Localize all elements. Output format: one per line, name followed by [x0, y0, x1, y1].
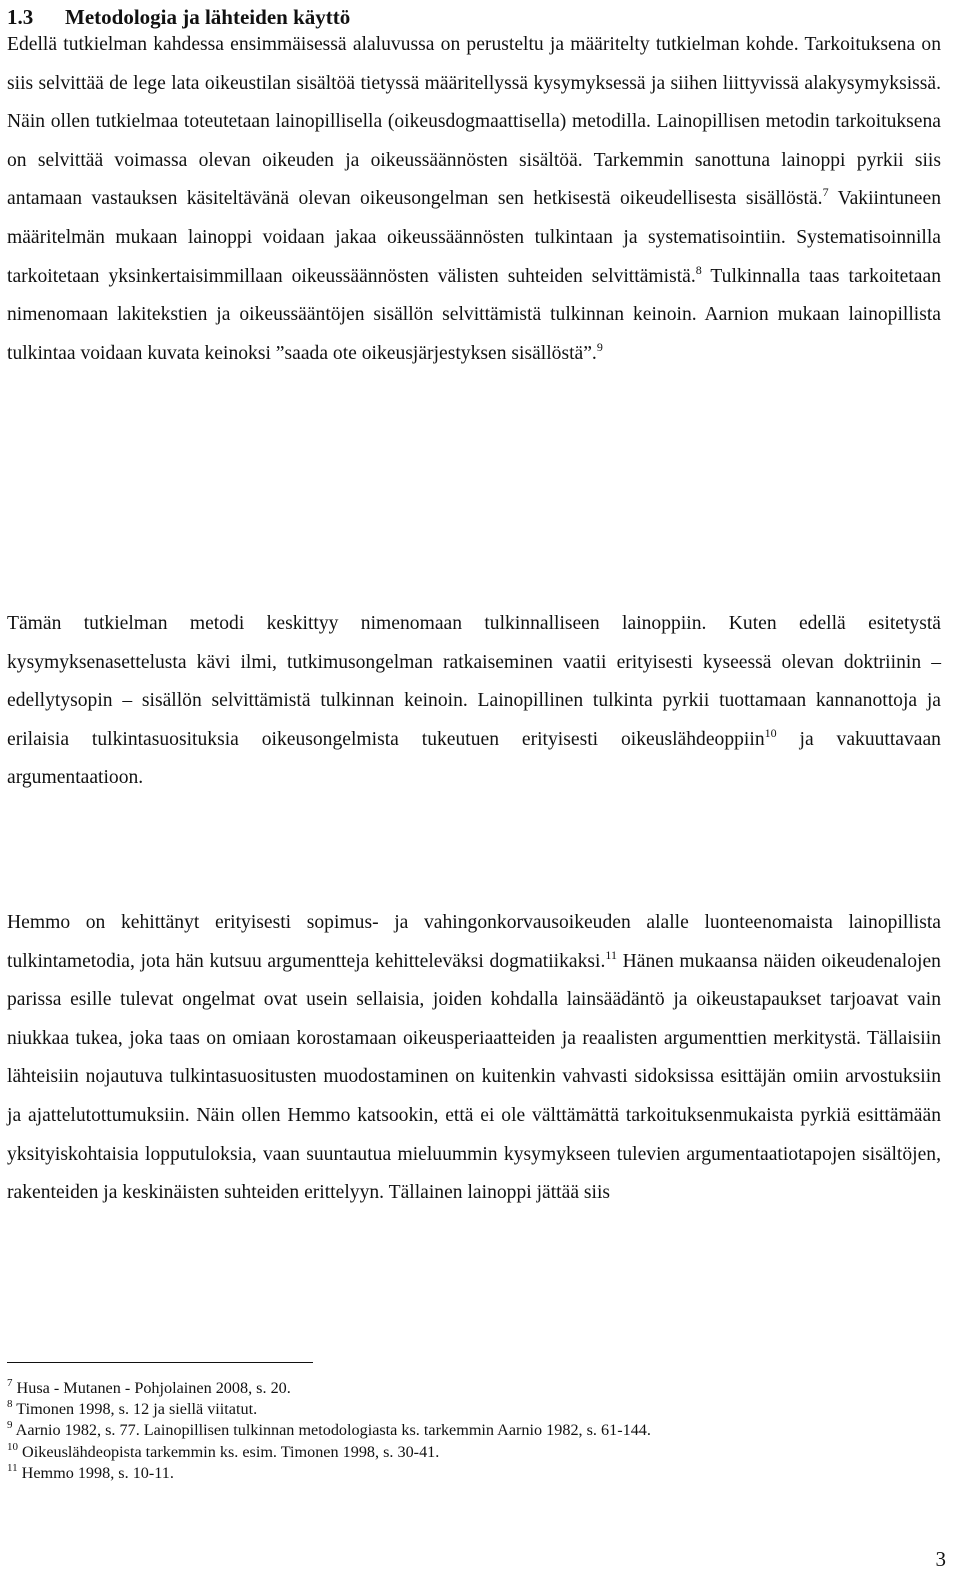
- paragraph-text: ja vakuuttavaan argumentaatioon.: [7, 728, 941, 789]
- footnote-text: Aarnio 1982, s. 77. Lainopillisen tulkinnan metodologiasta ks. tarkemmin Aarnio 1982, s. 61-144.: [12, 1421, 651, 1440]
- footnote-number: 8: [7, 1398, 13, 1411]
- footnote-text: Timonen 1998, s. 12 ja siellä viitatut.: [12, 1400, 258, 1419]
- paragraph-text: Edellä tutkielman kahdessa ensimmäisessä alaluvussa on perusteltu ja määritelty tutkielman kohde. Tarkoituksena on siis selvittää de lege lata oikeustilan sisältöä tietyssä määritellyssä kysymyksessä ja siihen liittyvissä alakysymyksissä. Näin ollen tutkielmaa toteutetaan lainopillisella (oikeusdogmaattisella) metodilla. Lainopillisen metodin tarkoituksena on selvittää voimassa olevan oikeuden ja oikeussäännösten sisältöä. Tarkemmin sanottuna lainoppi pyrkii siis antamaan vastauksen käsiteltävänä olevan oikeusongelman sen hetkisestä oikeudellisesta sisällöstä.: [7, 34, 941, 210]
- body-paragraph-3: [7, 904, 941, 1213]
- footnote-number: 9: [7, 1419, 13, 1432]
- footnote-text: Oikeuslähdeopista tarkemmin ks. esim. Timonen 1998, s. 30-41.: [18, 1442, 440, 1461]
- footnote-text: Hemmo 1998, s. 10-11.: [17, 1463, 174, 1482]
- section-number: 1.3: [7, 5, 34, 29]
- footnote-ref: 10: [764, 725, 777, 740]
- footnote-ref: 8: [695, 262, 702, 277]
- paragraph-text: Vakiintuneen määritelmän mukaan lainoppi voidaan jakaa oikeussäännösten tulkintaan ja systematisointiin. Systematisoinnilla tarkoitetaan yksinkertaisimmillaan oikeussäännösten välisten suhteiden selvittämistä.: [7, 188, 941, 287]
- section-title: Metodologia ja lähteiden käyttö: [65, 5, 351, 29]
- footnote-8: [7, 1399, 941, 1420]
- footnotes: [7, 1378, 941, 1484]
- footnote-10: [7, 1442, 941, 1463]
- body-paragraph-2: [7, 605, 941, 798]
- footnote-text: Husa - Mutanen - Pohjolainen 2008, s. 20.: [12, 1379, 291, 1397]
- paragraph-text: Tulkinnalla taas tarkoitetaan nimenomaan lakitekstien ja oikeussääntöjen sisällön selvittämistä tulkinnan keinoin. Aarnion mukaan lainopillista tulkintaa voidaan kuvata keinoksi ”saada ote oikeusjärjestyksen sisällöstä”.: [7, 265, 941, 364]
- footnote-number: 7: [7, 1377, 13, 1389]
- footnote-separator: [7, 1362, 313, 1363]
- footnote-number: 10: [7, 1440, 18, 1453]
- footnote-7: [7, 1378, 941, 1399]
- footnote-ref: 9: [596, 339, 603, 354]
- footnote-11: [7, 1463, 941, 1484]
- page-number: 3: [935, 1547, 946, 1571]
- body-paragraph-1: [7, 26, 941, 373]
- footnote-ref: 11: [605, 947, 617, 962]
- footnote-number: 11: [7, 1461, 18, 1474]
- paragraph-text: Hemmo on kehittänyt erityisesti sopimus- ja vahingonkorvausoikeuden alalle luonteenomaista lainopillista tulkintametodia, jota hän kutsuu argumentteja kehitteleväksi dogmatiikaksi.: [7, 912, 941, 972]
- paragraph-text: Tämän tutkielman metodi keskittyy nimenomaan tulkinnalliseen lainoppiin. Kuten edellä esitetystä kysymyksenasettelusta kävi ilmi, tutkimusongelman ratkaiseminen vaatii erityisesti kyseessä olevan doktriinin – edellytysopin – sisällön selvittämistä tulkinnan keinoin. Lainopillinen tulkinta pyrkii tuottamaan kannanottoja ja erilaisia tulkintasuosituksia oikeusongelmista tukeutuen erityisesti oikeuslähdeoppiin: [7, 613, 941, 750]
- paragraph-text: Hänen mukaansa näiden oikeudenalojen parissa esille tulevat ongelmat ovat usein sellaisia, joiden kohdalla lainsäädäntö ja oikeustapaukset tarjoavat vain niukkaa tukea, joka taas on omiaan korostamaan oikeusperiaatteiden ja reaalisten argumenttien merkitystä. Tällaisiin lähteisiin nojautuva tulkintasuositusten muodostaminen on kuitenkin vahvasti sidoksissa esittäjän omiin arvostuksiin ja ajattelutottumuksiin. Näin ollen Hemmo katsookin, että ei ole välttämättä tarkoituksenmukaista pyrkiä esittämään yksityiskohtaisia lopputuloksia, vaan suuntautua mieluummin kysymykseen tulevien argumentaatiotapojen sisältöjen, rakenteiden ja keskinäisten suhteiden erittelyyn. Tällainen lainoppi jättää siis: [7, 950, 941, 1204]
- footnote-9: [7, 1420, 941, 1441]
- footnote-ref: 7: [822, 185, 829, 200]
